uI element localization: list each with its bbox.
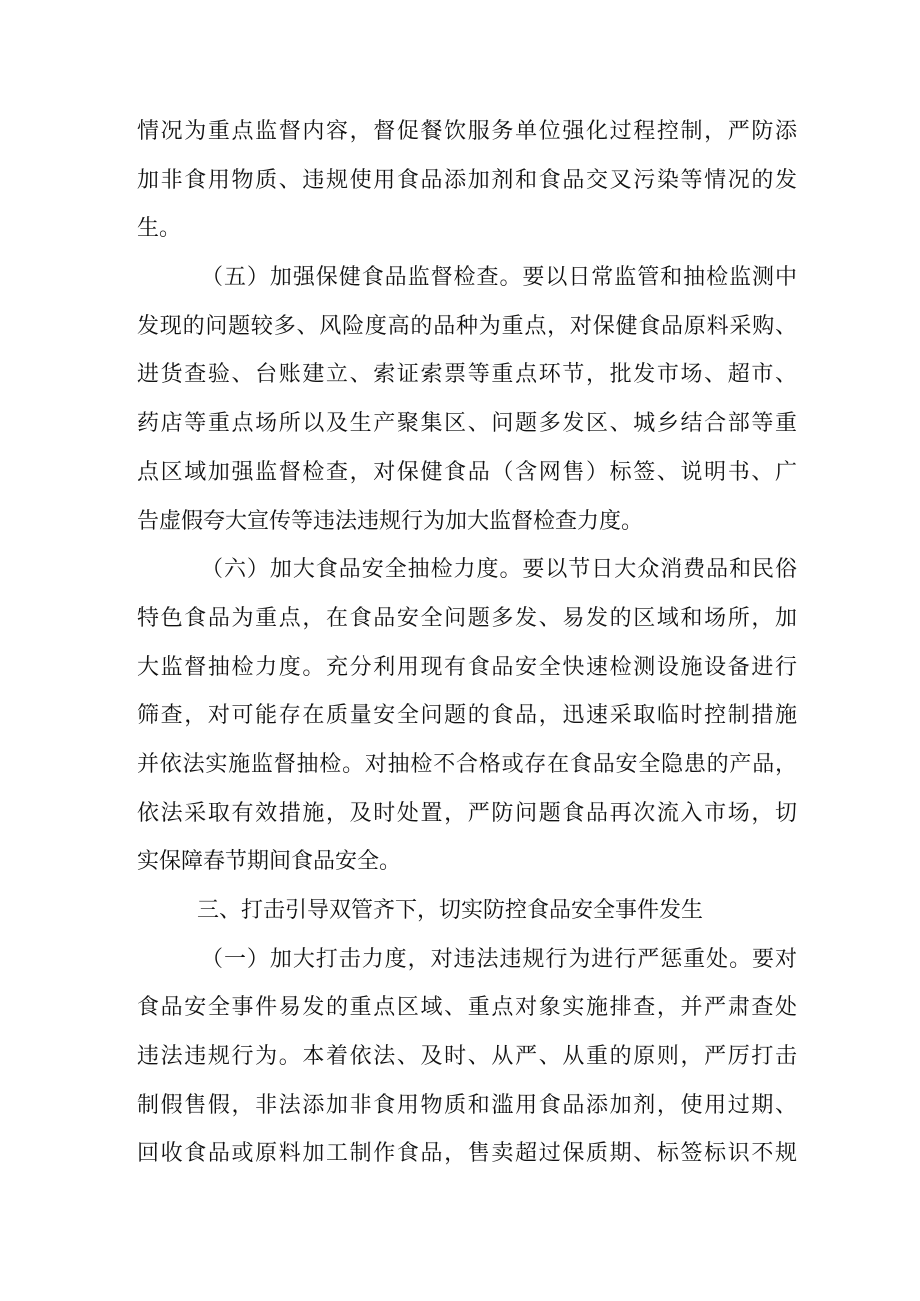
text-line: 加非食用物质、违规使用食品添加剂和食品交叉污染等情况的发 — [137, 167, 797, 193]
text-line: 生。 — [137, 216, 182, 242]
text-line: 告虚假夸大宣传等违法违规行为加大监督检查力度。 — [137, 508, 644, 534]
section-5-heading-line: （五）加强保健食品监督检查。要以日常监管和抽检监测中 — [201, 265, 797, 291]
text-line: 点区域加强监督检查，对保健食品（含网售）标签、说明书、广 — [137, 459, 797, 485]
text-line: 并依法实施监督抽检。对抽检不合格或存在食品安全隐患的产品， — [137, 751, 797, 777]
text-line: 食品安全事件易发的重点区域、重点对象实施排查，并严肃查处 — [137, 995, 797, 1021]
text-line: 情况为重点监督内容，督促餐饮服务单位强化过程控制，严防添 — [137, 119, 797, 144]
section-1-heading-line: （一）加大打击力度，对违法违规行为进行严惩重处。要对 — [201, 946, 797, 972]
text-line: 实保障春节期间食品安全。 — [137, 849, 402, 875]
body-text — [137, 108, 797, 1179]
text-line: 药店等重点场所以及生产聚集区、问题多发区、城乡结合部等重 — [137, 411, 797, 437]
text-line: 制假售假，非法添加非食用物质和滥用食品添加剂，使用过期、 — [137, 1092, 797, 1118]
section-6-heading-line: （六）加大食品安全抽检力度。要以节日大众消费品和民俗 — [201, 557, 797, 583]
text-line: 特色食品为重点，在食品安全问题多发、易发的区域和场所，加 — [137, 605, 797, 631]
text-line: 回收食品或原料加工制作食品，售卖超过保质期、标签标识不规 — [137, 1141, 797, 1167]
chapter-3-heading: 三、打击引导双管齐下，切实防控食品安全事件发生 — [197, 898, 704, 923]
text-line: 进货查验、台账建立、索证索票等重点环节，批发市场、超市、 — [137, 362, 797, 388]
text-line: 筛查，对可能存在质量安全问题的食品，迅速采取临时控制措施 — [137, 703, 797, 729]
text-line: 发现的问题较多、风险度高的品种为重点，对保健食品原料采购、 — [137, 313, 797, 339]
text-line: 违法违规行为。本着依法、及时、从严、从重的原则，严厉打击 — [137, 1044, 797, 1070]
text-line: 大监督抽检力度。充分利用现有食品安全快速检测设施设备进行 — [137, 654, 797, 680]
text-line: 依法采取有效措施，及时处置，严防问题食品再次流入市场，切 — [137, 800, 797, 826]
